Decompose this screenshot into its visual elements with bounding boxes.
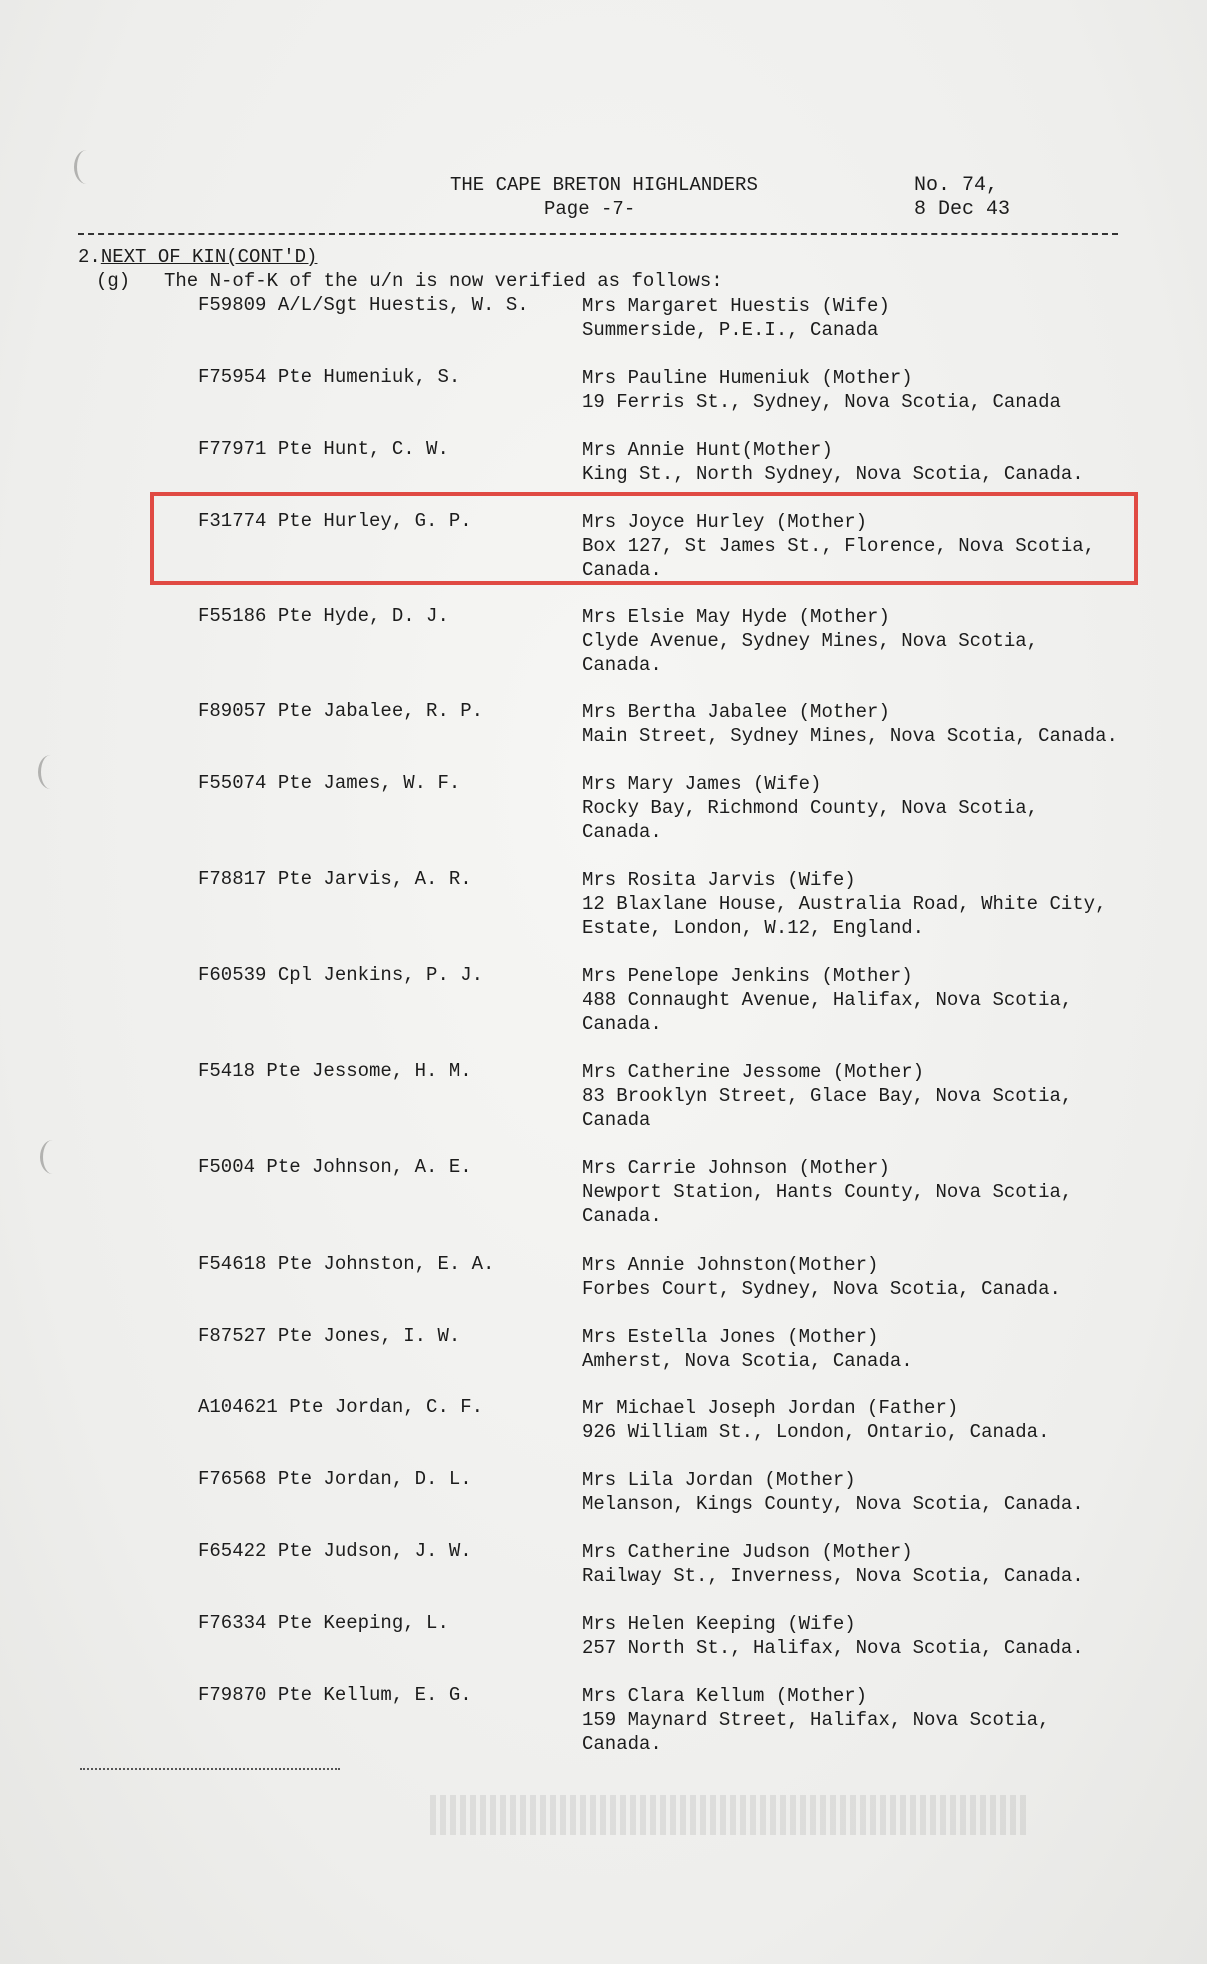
kin-details: Mrs Annie Johnston(Mother) Forbes Court, Sydney, Nova Scotia, Canada. bbox=[582, 1254, 1061, 1300]
soldier-name: F59809 A/L/Sgt Huestis, W. S. bbox=[198, 294, 529, 316]
punch-hole bbox=[38, 755, 63, 789]
kin-details: Mrs Pauline Humeniuk (Mother) 19 Ferris St., Sydney, Nova Scotia, Canada bbox=[582, 367, 1061, 413]
soldier-name: F79870 Pte Kellum, E. G. bbox=[198, 1684, 472, 1706]
subsection-label: (g) bbox=[96, 270, 131, 292]
bleed-through-text bbox=[430, 1795, 1030, 1835]
soldier-name: F76568 Pte Jordan, D. L. bbox=[198, 1468, 472, 1490]
kin-details: Mrs Mary James (Wife) Rocky Bay, Richmond County, Nova Scotia, Canada. bbox=[582, 773, 1039, 843]
punch-hole bbox=[40, 1140, 65, 1174]
soldier-name: F55186 Pte Hyde, D. J. bbox=[198, 605, 449, 627]
soldier-name: F87527 Pte Jones, I. W. bbox=[198, 1325, 461, 1347]
order-number: No. 74, bbox=[914, 174, 999, 197]
header-divider bbox=[78, 233, 1118, 235]
soldier-name: F76334 Pte Keeping, L. bbox=[198, 1612, 449, 1634]
order-date: 8 Dec 43 bbox=[914, 198, 1011, 221]
kin-details: Mrs Bertha Jabalee (Mother) Main Street, Sydney Mines, Nova Scotia, Canada. bbox=[582, 701, 1118, 747]
kin-details: Mrs Lila Jordan (Mother) Melanson, Kings County, Nova Scotia, Canada. bbox=[582, 1469, 1084, 1515]
section-heading bbox=[78, 246, 317, 268]
soldier-name: F65422 Pte Judson, J. W. bbox=[198, 1540, 472, 1562]
kin-details: Mrs Helen Keeping (Wife) 257 North St., Halifax, Nova Scotia, Canada. bbox=[582, 1613, 1084, 1659]
soldier-name: F31774 Pte Hurley, G. P. bbox=[198, 510, 472, 532]
kin-details: Mrs Clara Kellum (Mother) 159 Maynard Street, Halifax, Nova Scotia, Canada. bbox=[582, 1685, 1050, 1755]
soldier-name: F54618 Pte Johnston, E. A. bbox=[198, 1253, 495, 1275]
soldier-name: F5418 Pte Jessome, H. M. bbox=[198, 1060, 472, 1082]
soldier-name: F77971 Pte Hunt, C. W. bbox=[198, 438, 449, 460]
kin-details: Mr Michael Joseph Jordan (Father) 926 William St., London, Ontario, Canada. bbox=[582, 1397, 1050, 1443]
section-title: NEXT OF KIN(CONT'D) bbox=[100, 246, 318, 268]
document-header bbox=[0, 170, 1207, 230]
highlight-box bbox=[150, 492, 1138, 585]
soldier-name: F60539 Cpl Jenkins, P. J. bbox=[198, 964, 484, 986]
bottom-divider bbox=[80, 1768, 340, 1770]
kin-details: Mrs Margaret Huestis (Wife) Summerside, P.E.I., Canada bbox=[582, 295, 890, 341]
soldier-name: A104621 Pte Jordan, C. F. bbox=[198, 1396, 484, 1418]
kin-details: Mrs Elsie May Hyde (Mother) Clyde Avenue, Sydney Mines, Nova Scotia, Canada. bbox=[582, 606, 1039, 676]
soldier-name: F5004 Pte Johnson, A. E. bbox=[198, 1156, 472, 1178]
kin-details: Mrs Catherine Jessome (Mother) 83 Brooklyn Street, Glace Bay, Nova Scotia, Canada bbox=[582, 1061, 1073, 1131]
soldier-name: F75954 Pte Humeniuk, S. bbox=[198, 366, 461, 388]
kin-details: Mrs Penelope Jenkins (Mother) 488 Connaught Avenue, Halifax, Nova Scotia, Canada. bbox=[582, 965, 1073, 1035]
soldier-name: F78817 Pte Jarvis, A. R. bbox=[198, 868, 472, 890]
kin-details: Mrs Estella Jones (Mother) Amherst, Nova Scotia, Canada. bbox=[582, 1326, 913, 1372]
unit-title: THE CAPE BRETON HIGHLANDERS bbox=[450, 174, 758, 196]
kin-details: Mrs Rosita Jarvis (Wife) 12 Blaxlane House, Australia Road, White City, Estate, London, W.12, England. bbox=[582, 869, 1107, 939]
section-number: 2. bbox=[78, 246, 101, 268]
kin-details: Mrs Annie Hunt(Mother) King St., North Sydney, Nova Scotia, Canada. bbox=[582, 439, 1084, 485]
page-number: Page -7- bbox=[544, 198, 636, 220]
soldier-name: F55074 Pte James, W. F. bbox=[198, 772, 461, 794]
kin-details: Mrs Catherine Judson (Mother) Railway St., Inverness, Nova Scotia, Canada. bbox=[582, 1541, 1084, 1587]
subsection bbox=[96, 270, 723, 292]
soldier-name: F89057 Pte Jabalee, R. P. bbox=[198, 700, 484, 722]
kin-details: Mrs Carrie Johnson (Mother) Newport Station, Hants County, Nova Scotia, Canada. bbox=[582, 1157, 1073, 1227]
subsection-intro: The N-of-K of the u/n is now verified as follows: bbox=[164, 270, 723, 292]
kin-details: Mrs Joyce Hurley (Mother) Box 127, St James St., Florence, Nova Scotia, Canada. bbox=[582, 511, 1096, 581]
